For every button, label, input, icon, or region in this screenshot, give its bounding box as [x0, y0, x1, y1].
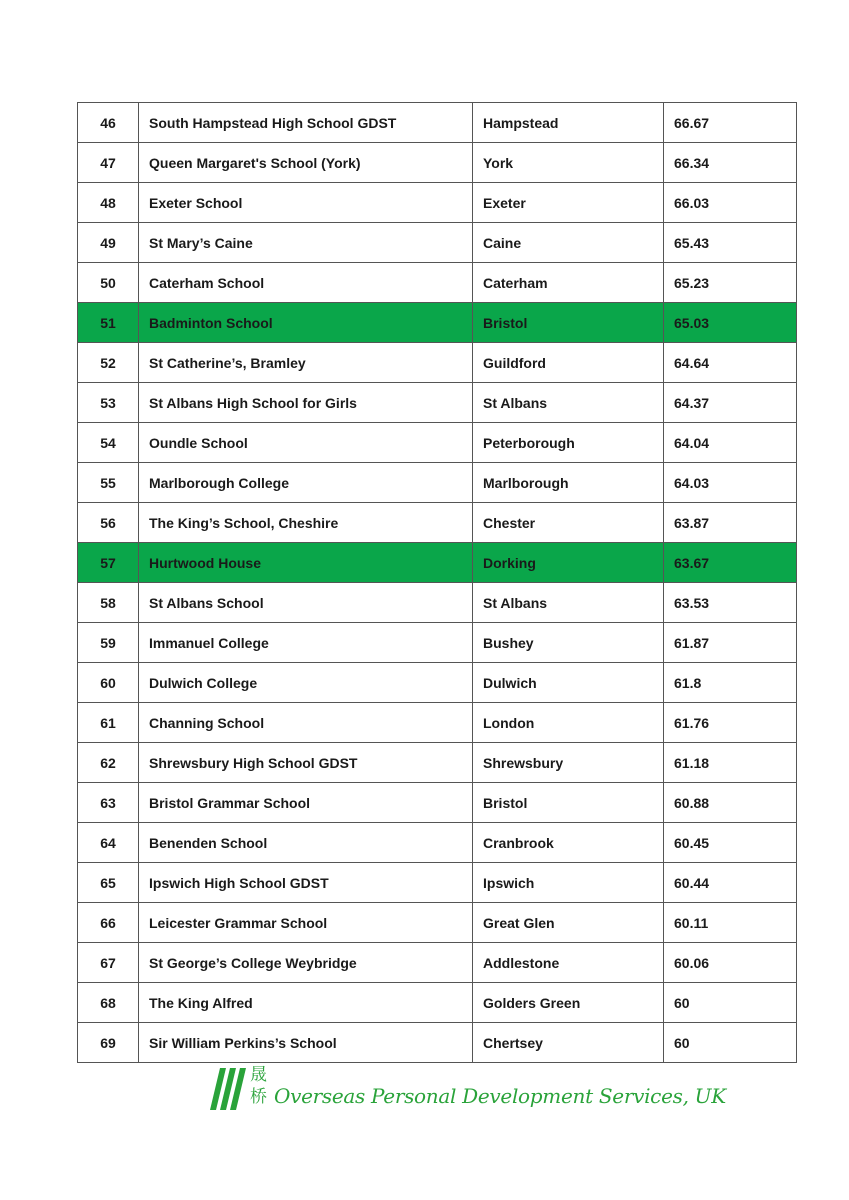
location-cell: Ipswich	[473, 863, 664, 903]
score-cell: 63.53	[664, 583, 797, 623]
table-row	[78, 143, 797, 183]
location-cell: Cranbrook	[473, 823, 664, 863]
rank-cell: 50	[78, 263, 139, 303]
rank-cell: 46	[78, 103, 139, 143]
score-cell: 66.03	[664, 183, 797, 223]
table-row	[78, 903, 797, 943]
table-row	[78, 1023, 797, 1063]
score-cell: 64.04	[664, 423, 797, 463]
table-row	[78, 423, 797, 463]
location-cell: Bristol	[473, 303, 664, 343]
school-name-cell: The King Alfred	[139, 983, 473, 1023]
school-name-cell: Channing School	[139, 703, 473, 743]
school-name-cell: Queen Margaret's School (York)	[139, 143, 473, 183]
score-cell: 65.43	[664, 223, 797, 263]
school-name-cell: St Mary’s Caine	[139, 223, 473, 263]
table-row	[78, 503, 797, 543]
logo-chinese-characters	[250, 1064, 274, 1108]
score-cell: 60.06	[664, 943, 797, 983]
school-name-cell: Sir William Perkins’s School	[139, 1023, 473, 1063]
location-cell: London	[473, 703, 664, 743]
school-name-cell: St Albans High School for Girls	[139, 383, 473, 423]
school-name-cell: Shrewsbury High School GDST	[139, 743, 473, 783]
rank-cell: 56	[78, 503, 139, 543]
score-cell: 64.03	[664, 463, 797, 503]
rank-cell: 48	[78, 183, 139, 223]
school-name-cell: Immanuel College	[139, 623, 473, 663]
table-row	[78, 103, 797, 143]
rank-cell: 49	[78, 223, 139, 263]
table-row	[78, 943, 797, 983]
score-cell: 64.64	[664, 343, 797, 383]
table-row	[78, 383, 797, 423]
rank-cell: 68	[78, 983, 139, 1023]
table-row	[78, 263, 797, 303]
score-cell: 60.44	[664, 863, 797, 903]
score-cell: 61.87	[664, 623, 797, 663]
school-name-cell: Caterham School	[139, 263, 473, 303]
logo-chinese-line-2: 桥	[250, 1087, 267, 1107]
score-cell: 61.76	[664, 703, 797, 743]
table-row	[78, 343, 797, 383]
school-name-cell: Oundle School	[139, 423, 473, 463]
score-cell: 60.88	[664, 783, 797, 823]
rank-cell: 67	[78, 943, 139, 983]
rank-cell: 66	[78, 903, 139, 943]
table-row	[78, 663, 797, 703]
location-cell: Golders Green	[473, 983, 664, 1023]
location-cell: Marlborough	[473, 463, 664, 503]
location-cell: Peterborough	[473, 423, 664, 463]
location-cell: Guildford	[473, 343, 664, 383]
location-cell: York	[473, 143, 664, 183]
location-cell: Shrewsbury	[473, 743, 664, 783]
rank-cell: 65	[78, 863, 139, 903]
school-name-cell: Hurtwood House	[139, 543, 473, 583]
rank-cell: 47	[78, 143, 139, 183]
rank-cell: 51	[78, 303, 139, 343]
rank-cell: 64	[78, 823, 139, 863]
table-row	[78, 463, 797, 503]
school-name-cell: Badminton School	[139, 303, 473, 343]
rank-cell: 63	[78, 783, 139, 823]
score-cell: 65.23	[664, 263, 797, 303]
score-cell: 60	[664, 1023, 797, 1063]
location-cell: Chertsey	[473, 1023, 664, 1063]
school-name-cell: Bristol Grammar School	[139, 783, 473, 823]
rank-cell: 61	[78, 703, 139, 743]
location-cell: Great Glen	[473, 903, 664, 943]
school-name-cell: Marlborough College	[139, 463, 473, 503]
school-name-cell: Exeter School	[139, 183, 473, 223]
score-cell: 63.67	[664, 543, 797, 583]
school-name-cell: South Hampstead High School GDST	[139, 103, 473, 143]
table-row	[78, 743, 797, 783]
location-cell: St Albans	[473, 383, 664, 423]
ranking-table-body	[78, 103, 797, 1063]
rank-cell: 69	[78, 1023, 139, 1063]
score-cell: 60.11	[664, 903, 797, 943]
score-cell: 65.03	[664, 303, 797, 343]
school-name-cell: Ipswich High School GDST	[139, 863, 473, 903]
table-row	[78, 223, 797, 263]
logo-chinese-line-1: 晟	[250, 1065, 267, 1085]
location-cell: St Albans	[473, 583, 664, 623]
table-row	[78, 183, 797, 223]
table-row	[78, 303, 797, 343]
location-cell: Chester	[473, 503, 664, 543]
school-name-cell: Dulwich College	[139, 663, 473, 703]
location-cell: Dulwich	[473, 663, 664, 703]
location-cell: Bushey	[473, 623, 664, 663]
school-name-cell: Leicester Grammar School	[139, 903, 473, 943]
location-cell: Bristol	[473, 783, 664, 823]
location-cell: Caterham	[473, 263, 664, 303]
school-name-cell: St Catherine’s, Bramley	[139, 343, 473, 383]
rank-cell: 60	[78, 663, 139, 703]
table-row	[78, 983, 797, 1023]
location-cell: Caine	[473, 223, 664, 263]
rank-cell: 55	[78, 463, 139, 503]
rank-cell: 62	[78, 743, 139, 783]
score-cell: 63.87	[664, 503, 797, 543]
rank-cell: 52	[78, 343, 139, 383]
school-name-cell: Benenden School	[139, 823, 473, 863]
location-cell: Addlestone	[473, 943, 664, 983]
rank-cell: 54	[78, 423, 139, 463]
table-row	[78, 863, 797, 903]
company-name: Overseas Personal Development Services, UK	[274, 1084, 726, 1108]
school-ranking-table	[77, 102, 797, 1063]
score-cell: 61.18	[664, 743, 797, 783]
school-name-cell: St Albans School	[139, 583, 473, 623]
location-cell: Dorking	[473, 543, 664, 583]
rank-cell: 58	[78, 583, 139, 623]
score-cell: 66.34	[664, 143, 797, 183]
table-row	[78, 823, 797, 863]
table-row	[78, 583, 797, 623]
table-row	[78, 543, 797, 583]
rank-cell: 53	[78, 383, 139, 423]
score-cell: 66.67	[664, 103, 797, 143]
score-cell: 60.45	[664, 823, 797, 863]
rank-cell: 57	[78, 543, 139, 583]
score-cell: 61.8	[664, 663, 797, 703]
location-cell: Exeter	[473, 183, 664, 223]
footer-logo	[210, 1064, 726, 1114]
school-name-cell: St George’s College Weybridge	[139, 943, 473, 983]
location-cell: Hampstead	[473, 103, 664, 143]
table-row	[78, 783, 797, 823]
table-row	[78, 703, 797, 743]
table-row	[78, 623, 797, 663]
score-cell: 64.37	[664, 383, 797, 423]
score-cell: 60	[664, 983, 797, 1023]
school-name-cell: The King’s School, Cheshire	[139, 503, 473, 543]
slanted-bars-logo-icon	[210, 1068, 250, 1110]
rank-cell: 59	[78, 623, 139, 663]
